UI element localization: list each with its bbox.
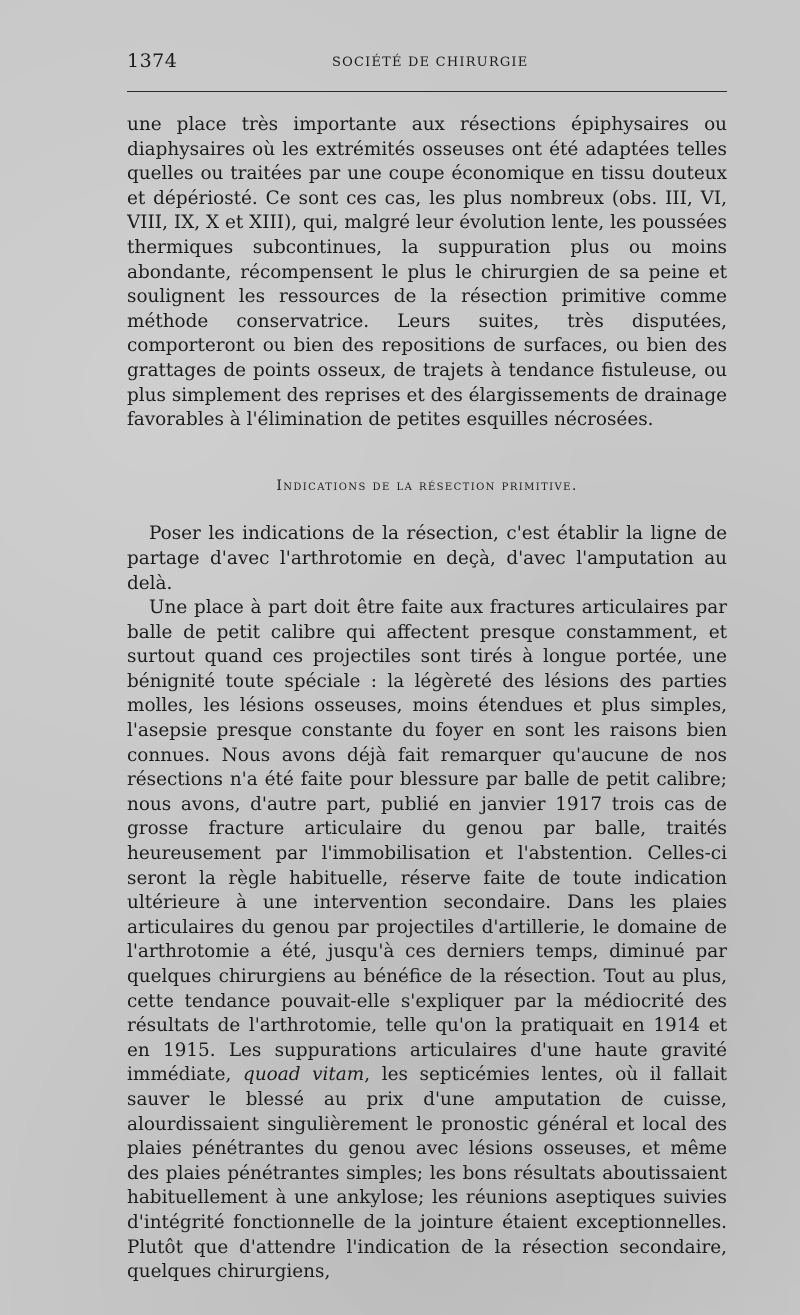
paragraph-fractures	[127, 596, 727, 1285]
header-rule	[127, 91, 727, 92]
paragraph-fractures-text-2: , les septicémies lentes, où il fallait sauver le blessé au prix d'une amputation de cuisse, alourdissaient singulièrement le pronostic général et local des plaies pénétrantes du genou avec lésions osseuses, et même des plaies pénétrantes simples; les bons résultats aboutissaient habituellement à une ankylose; les réunions aseptiques suivies d'intégrité fonctionnelle de la jointure étaient exceptionnelles. Plutôt que d'attendre l'indication de la résection secondaire, quelques chirurgiens,	[127, 1064, 727, 1283]
running-head	[127, 50, 727, 74]
paragraph-continuation: une place très importante aux résections épiphysaires ou diaphysaires où les extrémités osseuses ont été adaptées telles quelles ou traitées par une coupe économique en tissu douteux et dépériosté. Ce sont ces cas, les plus nombreux (obs. III, VI, VIII, IX, X et XIII), qui, malgré leur évolution lente, les poussées thermiques subcontinues, la suppuration plus ou moins abondante, récompensent le plus le chirurgien de sa peine et soulignent les ressources de la résection primitive comme méthode conservatrice. Leurs suites, très disputées, comporteront ou bien des repositions de surfaces, ou bien des grattages de points osseux, de trajets à tendance fistuleuse, ou plus simplement des reprises et des élargissements de drainage favorables à l'élimination de petites esquilles nécrosées.	[127, 114, 727, 431]
running-title: SOCIÉTÉ DE CHIRURGIE	[332, 55, 529, 70]
page-number: 1374	[127, 50, 178, 72]
paragraph-indications: Poser les indications de la résection, c'est établir la ligne de partage d'avec l'arthrotomie en deçà, d'avec l'amputation au delà.	[127, 523, 727, 594]
section-heading: Indications de la résection primitive.	[276, 477, 578, 494]
paragraph-fractures-text-1: Une place à part doit être faite aux fractures articulaires par balle de petit calibre qui affectent presque constamment, et surtout quand ces projectiles sont tirés à longue portée, une bénignité toute spéciale : la légèreté des lésions des parties molles, les lésions osseuses, moins étendues et plus simples, l'asepsie presque constante du foyer en sont les raisons bien connues. Nous avons déjà fait remarquer qu'aucune de nos résections n'a été faite pour blessure par balle de petit calibre; nous avons, d'autre part, publié en janvier 1917 trois cas de grosse fracture articulaire du genou par balle, traités heureusement par l'immobilisation et l'abstention. Celles-ci seront la règle habituelle, réserve faite de toute indication ultérieure à une intervention secondaire. Dans les plaies articulaires du genou par projectiles d'artillerie, le domaine de l'arthrotomie a été, jusqu'à ces derniers temps, diminué par quelques chirurgiens au bénéfice de la résection. Tout au plus, cette tendance pouvait-elle s'expliquer par la médiocrité des résultats de l'arthrotomie, telle qu'on la pratiquait en 1914 et en 1915. Les suppurations articulaires d'une haute gravité immédiate,	[127, 597, 727, 1086]
body-text	[127, 113, 727, 1285]
italic-latin-phrase: quoad vitam	[243, 1064, 365, 1086]
